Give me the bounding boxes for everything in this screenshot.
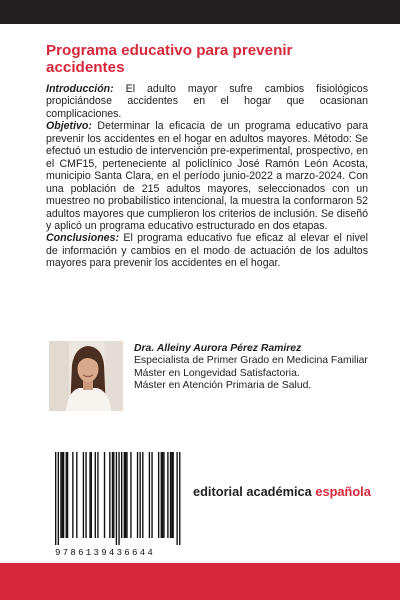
top-dark-band [0, 0, 400, 24]
barcode-bar [60, 452, 61, 538]
author-photo [49, 341, 123, 411]
barcode-bar [149, 452, 150, 538]
author-info [134, 343, 384, 392]
barcode-bar [126, 452, 127, 538]
barcode-bar [163, 452, 164, 538]
barcode-graphic [47, 452, 187, 559]
barcode-bar [161, 452, 162, 538]
barcode-bar [142, 452, 143, 538]
barcode-bar [170, 452, 171, 538]
publisher-name-accent: española [315, 484, 371, 499]
barcode-bar [162, 452, 163, 538]
objective-text: Determinar la eficacia de un programa educativo para prevenir los accidentes en el hogar en adultos mayores. Método: Se efectuó un estudio de intervención pre-experimental, prospectivo, en el CMF15, perteneciente al policlínico José Ramón León Acosta, municipio Santa Clara, en el período junio-2022 a marzo-2024. Con una población de 215 adultos mayores, seleccionados con un muestreo no probabilístico intencional, la muestra la conformaron 52 adultos mayores que cumplieron los criterios de inclusión. Se diseñó y aplicó un programa educativo estructurado en dos etapas. [46, 120, 368, 232]
barcode-bar [83, 452, 84, 538]
author-credential: Máster en Longevidad Satisfactoria. [134, 367, 300, 379]
barcode-bar [124, 452, 125, 538]
barcode-bar [66, 452, 67, 538]
barcode-bar [62, 452, 63, 538]
barcode-bar [139, 452, 140, 538]
barcode-bar [179, 452, 180, 545]
barcode-bar [118, 452, 119, 545]
barcode-bar [95, 452, 96, 538]
barcode-bar [116, 452, 117, 545]
bottom-red-band [0, 563, 400, 600]
author-credential: Máster en Atención Primaria de Salud. [134, 379, 312, 391]
barcode-bar [72, 452, 73, 538]
barcode-bar [151, 452, 152, 538]
abstract-introduction [46, 83, 368, 120]
introduction-label: Introducción: [46, 83, 114, 95]
isbn-digits: 9786139436644 [55, 548, 156, 558]
barcode-bar [158, 452, 159, 538]
conclusions-label: Conclusiones: [46, 232, 119, 245]
barcode-bar [91, 452, 92, 538]
abstract [46, 83, 368, 270]
author-portrait-image [49, 341, 123, 411]
barcode-bar [97, 452, 98, 538]
author-name: Dra. Alleiny Aurora Pérez Ramirez [134, 343, 302, 354]
barcode-bar [67, 452, 68, 538]
book-title: Programa educativo para prevenir accidentes [46, 42, 293, 76]
abstract-conclusions [46, 232, 368, 269]
isbn-barcode [47, 452, 187, 559]
barcode-bar [137, 452, 138, 538]
author-credential: Especialista de Primer Grado en Medicina Familiar [134, 355, 368, 367]
barcode-bar [130, 452, 131, 538]
introduction-text: El adulto mayor sufre cambios fisiológicos propiciándose accidentes en el hogar que ocasionan complicaciones. [46, 83, 368, 120]
barcode-bar [171, 452, 172, 538]
barcode-bar [167, 452, 168, 538]
barcode-bar [121, 452, 122, 538]
barcode-bar [125, 452, 126, 538]
barcode-bar [109, 452, 110, 538]
barcode-bar [58, 452, 59, 545]
barcode-bar [76, 452, 77, 538]
publisher-name-main: editorial académica [193, 484, 316, 499]
barcode-bar [172, 452, 173, 538]
publisher-logo [193, 484, 383, 499]
barcode-bar [104, 452, 105, 538]
objective-label: Objetivo: [46, 120, 92, 133]
barcode-bar [176, 452, 177, 545]
abstract-objective [46, 120, 368, 232]
barcode-bar [89, 452, 90, 538]
barcode-bar [85, 452, 86, 538]
barcode-bar [63, 452, 64, 538]
barcode-bar [112, 452, 113, 538]
conclusions-text: El programa educativo fue eficaz al elevar el nivel de información y cambios en el modo de actuación de los adultos mayores para prevenir los accidentes en el hogar. [46, 232, 368, 270]
barcode-bar [113, 452, 114, 538]
barcode-bar [55, 452, 56, 545]
